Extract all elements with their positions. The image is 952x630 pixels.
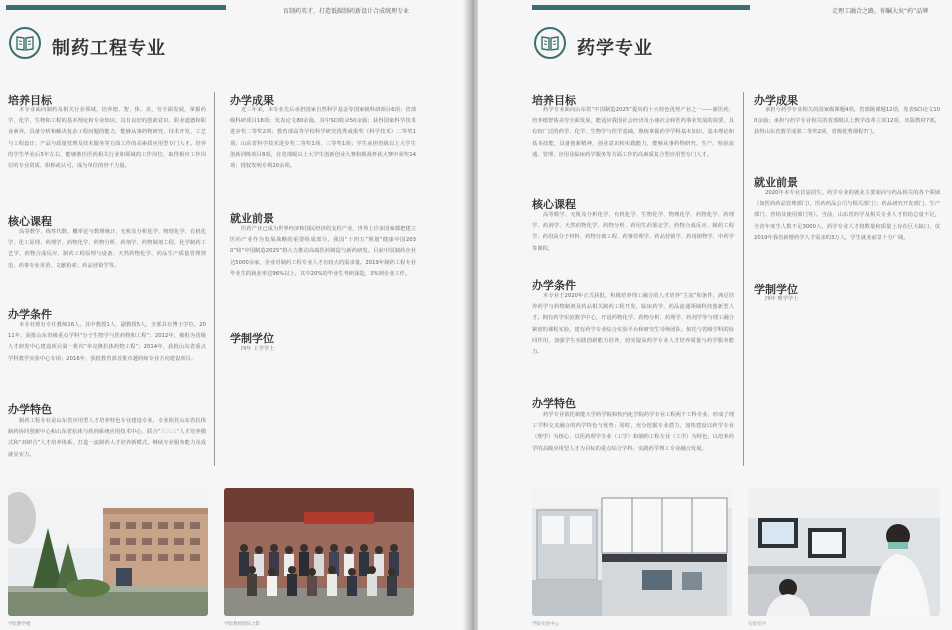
photo-caption: 学院实验中心 [532, 622, 559, 627]
right-page [478, 0, 952, 630]
degree-text: 四年 工学学士 [241, 346, 275, 352]
goal-heading: 培养目标 [8, 94, 52, 107]
achievements-text: 近三年来，本专业先后承担国家自然科学基金等国家级科研项目6项；省部级科研项目18项；发表论文80余篇，其中SCI收录50余篇；获得国家科学技术进步奖二等奖2项；教育部高等学校科学研究优秀成果奖（科学技术）二等奖1项；山东省科学技术进步奖二等奖1项，三等奖1项；学生承担省级以上大学生创新训练项目8项，在省部级以上大学生创新创业大赛和挑战杯获大赛中获奖14项；授权发明专利20余项。 [230, 107, 416, 170]
column-divider [743, 92, 744, 466]
employment-heading: 就业前景 [230, 212, 274, 225]
page-title: 制药工程专业 [52, 38, 166, 59]
photo-caption: 学院教学楼 [8, 622, 31, 627]
conditions-heading: 办学条件 [532, 279, 576, 292]
achievements-text: 承担与药学专业相关的国家级课题4项，省部级课题12项，发表SCI论文100余篇；承担与药学专业相关的省部级以上教学改革立项12项，出版教材7部，获得山东省教学成果二等奖2项，省级优秀课程7门。 [754, 107, 940, 136]
goal-text: 药学专业面向山东省“中国制造2025”提出的十大特色优势产业之一——新医药，培养德智体美劳全面发展，能适应我国社会经济及小康社会和医药事业发展的需要，具有较广泛的药学、化学、生物学与医学基础，熟练掌握药学学科基本知识、基本理论和基本技能，具备创新精神、创业意识和实践能力，能够从事药物研究、生产、检验流通、管理、应用及临床药学服务等方面工作的高素质复合型应用型专门人才。 [532, 107, 734, 158]
courses-text: 高等数学、无机及分析化学、有机化学、生物化学、物理化学、药物化学、药理学、药剂学、天然药物化学、药物分析、药用生药鉴定学、药物合成反应、制药工程学、药用高分子材料、药物分离工程、药事管理学、药品营销学、药用植物学、中药学等课程。 [532, 212, 734, 252]
conditions-text: 本专业于2020年正式获批，积极培养理工融合的人才培养“主流”和条件，满足培养药学与药物制剂及药品相关制药工程开发、临床药学、药品流通领域科技创新型人才。拥有药学实验教学中心，开设药物化学、药物分析、药理学、药剂学等与理工融合紧密的课程实验，建有药学专业综合实验平台和研究生导师团队；依托与省级学科的协同作用，加强学生实践创新能力培养，切实提高药学专业人才培养质量与药学服务能力。 [532, 293, 734, 356]
conditions-heading: 办学条件 [8, 308, 52, 321]
employment-heading: 就业前景 [754, 176, 798, 189]
left-page [0, 0, 468, 630]
conditions-text: 本专业现有专任教师16人，其中教授1人，副教授5人，全部具有博士学位。2011年，获批山东省级重点学科“分子生物学与医药物和工程”；2012年，被批为省级人才研发中心建设项目第一批次“单克隆抗体药物工程”；2014年，获批山东省重点学科教学实验中心专项；2016年，获批教育部首批卓越药师专业方向建设项目。 [8, 322, 206, 362]
column-divider [214, 92, 215, 466]
lab-equipment-photo [532, 488, 732, 616]
page-title: 药学专业 [577, 38, 653, 59]
top-accent-bar [6, 5, 226, 10]
page-slogan: 走理工融合之路，你瞩大矣“药”品牌 [832, 8, 929, 15]
features-text: 制药工程专业是山东省应用型人才培养特色专业建设专业，专业依托山东省抗体制药协同创新中心和山东省抗体与药剂系统应用技术中心，联合“三三三”人才培养模式和“双研合”人才培养体系，打造一流制药人才培养新模式，继续专业服务能力及成就显实力。 [8, 418, 206, 458]
goal-text: 本专业面向制药及相关行业领域，培养德、智、体、美、劳全面发展，掌握药学、化学、生物和工程的基本理论和专业知识，具有良好的创新意识、职业道德和职业素养，具备分析和解决复杂工程问题的能力，能够从事药物研究、技术开发、工艺与工程设计、产品与质量管理及技术服务等方面工作的高素质应用型专门人才。培养的学生毕业后5年左右，能够胜任医药相关行业和领域的工作岗位，取得相应工作岗位的专业资质、职称或认可，成为单位的骨干力量。 [8, 107, 206, 170]
degree-heading: 学制学位 [230, 332, 274, 345]
features-heading: 办学特色 [532, 397, 576, 410]
book-icon [9, 27, 41, 59]
team-group-photo [224, 488, 414, 616]
campus-building-photo [8, 488, 208, 616]
lab-student-photo [748, 488, 940, 616]
page-slogan: 育制药英才，打造低碳制药新设计合成统理专业 [283, 8, 410, 15]
photo-caption: 学院教师团队合影 [224, 622, 260, 627]
features-text: 药学专业依托新能大学药学院和校内化学院药学专业工程两个工科专业，形成了理工学科交叉融合的药学特色与优势；同时，充分挖掘专业潜力，加快建设以药学专业（理学）为核心，以医药理学专业（工学）和制药工程专业（工学）为特色，以培养药学的高级应用型人才为目标的重点综合学科，实践药学理工专业融合发展。 [532, 412, 734, 452]
goal-heading: 培养目标 [532, 94, 576, 107]
achievements-heading: 办学成果 [230, 94, 274, 107]
features-heading: 办学特色 [8, 403, 52, 416]
courses-text: 高等数学、线性代数、概率论与数理统计、无机及分析化学、物理化学、有机化学、化工原理、药理学、药物化学、药物分析、药剂学、药物制剂工程、化学制药工艺学、药物合成反应、制药工程原理与设备、天然药物化学、药品生产质量管理规范、药事专业英语、文献检索、药品营销学等。 [8, 229, 206, 269]
photo-caption: 实验室内 [748, 622, 766, 627]
courses-heading: 核心课程 [532, 198, 576, 211]
employment-text: 2020年本专业首届招生。药学专业的就业主要面向与药品相关的各个领域（如医药药品管理部门），医药药品公司与相关部门）；药品研究开发部门、生产部门、营销及使用部门等）。当前，山东省药学及相关专业人才供给总量不足，全省年度生人数不足3000人，药学专业人才将数量和质量上存在巨大缺口，仅2019年我省新增药学人才需求约3万人，学生就业前景十分广阔。 [754, 190, 940, 241]
book-icon [534, 27, 566, 59]
degree-heading: 学制学位 [754, 283, 798, 296]
top-accent-bar [532, 5, 750, 10]
achievements-heading: 办学成果 [754, 94, 798, 107]
courses-heading: 核心课程 [8, 215, 52, 228]
degree-text: 四年 理学学士 [765, 296, 799, 302]
employment-text: 医药产业已成为世界经济和国民经济的支柱产业，世界上许多国家都把建立医药产业作为发展战略的重要组成部分。我国“十四五”规划“健康中国2030”和“中国制造2025”将大力推动高端医药制造与新药研发。目前中国制药企业达5000余家，企业对制药工程专业人才有较大的需求量。2019年制药工程专业毕业生的就业率达96%以上，其中20%的毕业生考研深造，3%到企业工作。 [230, 226, 416, 277]
